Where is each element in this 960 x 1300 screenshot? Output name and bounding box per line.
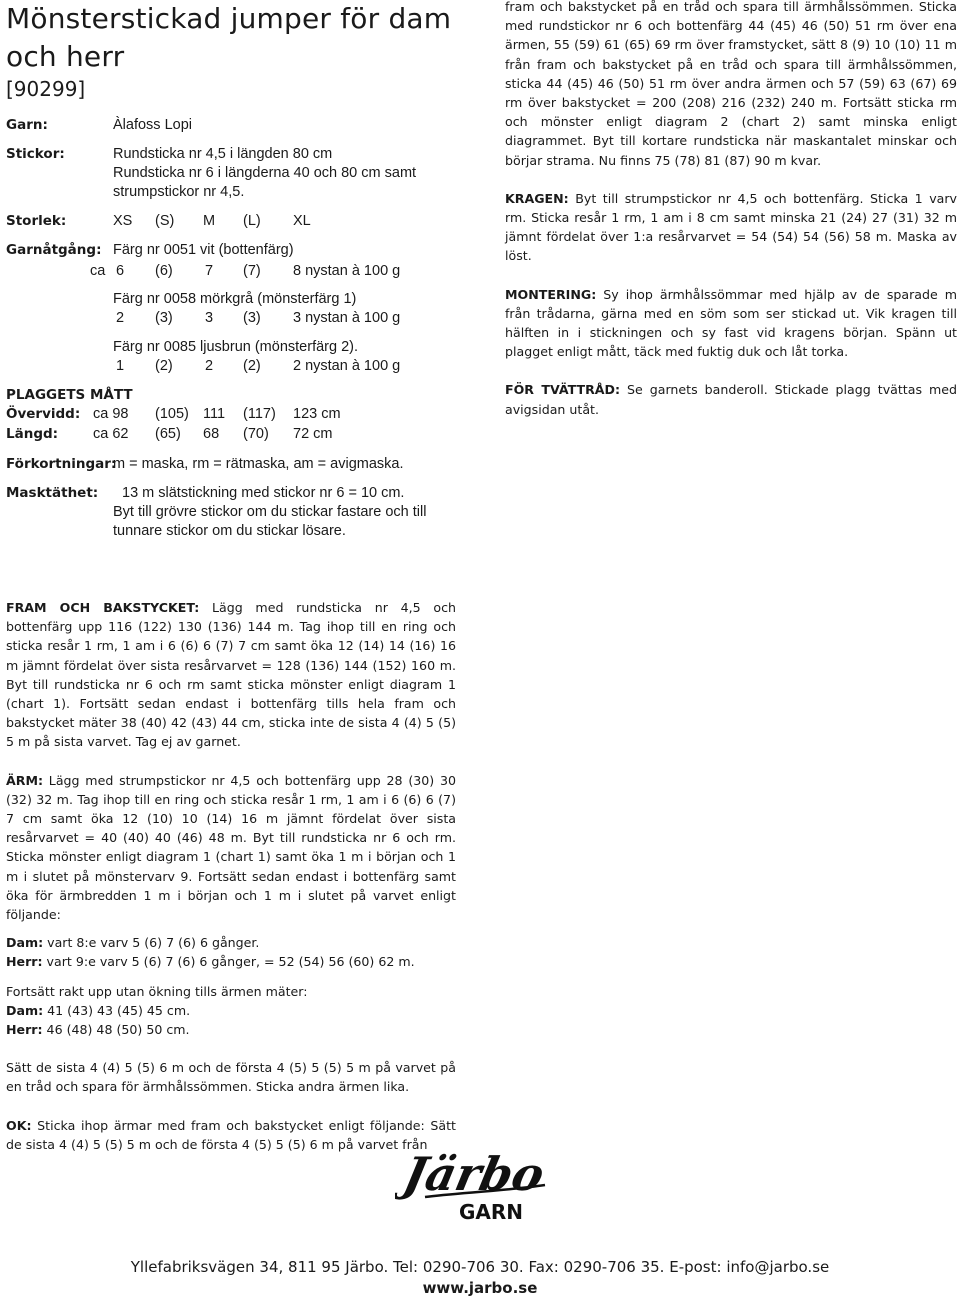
overvidd-m: 111 [203, 406, 226, 422]
overvidd-xs: ca 98 [93, 406, 129, 422]
logo-script: Järbo [398, 1146, 550, 1201]
amount-l: (2) [243, 358, 261, 374]
left-column [6, 598, 456, 1154]
size-s: (S) [155, 213, 175, 229]
text-dam: vart 8:e varv 5 (6) 7 (6) 6 gånger. [43, 935, 260, 951]
amount-xs: 1 [116, 358, 125, 374]
paragraph-tvattrad [505, 380, 957, 418]
paragraph-fram-bakstycket-cont: fram och bakstycket på en tråd och spara till ärmhålssömmen. Sticka med rundstickor nr 6 och bottenfärg 44 (45) 46 (50) 51 rm över ena ärmen, 55 (59) 61 (65) 69 rm över framstycket, sätt 8 (9) 10 (10) 11 m från fram och bakstycket på en tråd och spara till ärmhålssömmen, sticka 44 (45) 46 (50) 51 rm över andra ärmen och 57 (59) 63 (67) 69 rm över bakstycket = 200 (208) 216 (232) 240 m. Fortsätt sticka rm och mönster enligt diagram 2 (chart 2) samt minska enligt diagrammet. Byt till kortare rundsticka när maskantalet minskar och börjar strama. Nu finns 75 (78) 81 (87) 90 m kvar. [505, 0, 957, 168]
amount-xs: 2 [116, 310, 125, 326]
page-title-line-2: och herr [6, 40, 125, 73]
overvidd-xl: 123 cm [293, 406, 341, 422]
amount-s: (3) [155, 310, 173, 326]
right-column [505, 0, 957, 419]
jarbo-logo-mark [395, 1135, 555, 1225]
paragraph-arm [6, 771, 456, 925]
plaggets-matt-heading: PLAGGETS MÅTT [6, 387, 133, 403]
amount-xs: 6 [116, 263, 125, 279]
text-tvattrad: Se garnets banderoll. Stickade plagg tvättas med avigsidan utåt. [505, 382, 958, 417]
masktathet-line: tunnare stickor om du stickar lösare. [113, 523, 346, 539]
heading-tvattrad: FÖR TVÄTTRÅD: [505, 382, 621, 398]
heading-fram-bakstycket: FRAM OCH BAKSTYCKET: [6, 600, 200, 615]
text-ok: Sticka ihop ärmar med fram och bakstycket enligt följande: Sätt de sista 4 (4) 5 (5) 5 m och de första 4 (5) 5 (5) 6 m på varvet från [6, 1117, 456, 1152]
amount-m: 3 [205, 310, 214, 326]
langd-l: (70) [243, 426, 269, 442]
amount-s: (2) [155, 358, 173, 374]
text-herr: vart 9:e varv 5 (6) 7 (6) 6 gånger, = 52 (54) 56 (60) 62 m. [42, 954, 415, 970]
label-dam: Dam: [6, 1002, 44, 1018]
heading-kragen: KRAGEN: [505, 190, 569, 206]
text-arm: Lägg med strumpstickor nr 4,5 och bottenfärg upp 28 (30) 30 (32) 32 m. Tag ihop till en ring och sticka resår 1 rm, 1 am i 6 (6) 6 (7) 7 cm samt öka 12 (10) 10 (14) 16 m jämnt fördelat över sista resårvarvet = 40 (40) 40 (46) 48 m. Byt till rundsticka nr 6 och rm. Sticka mönster enligt diagram 1 (chart 1) samt öka 1 m i början och 1 m i slutet på mönstervarv 9. Fortsätt sedan endast i bottenfärg samt öka för ärmbredden 1 m i början och 1 m i slutet på varvet enligt följande: [6, 772, 456, 923]
heading-montering: MONTERING: [505, 286, 597, 302]
amount-xl: 8 nystan à 100 g [293, 263, 401, 279]
langd-xs: ca 62 [93, 426, 129, 442]
paragraph-dam [6, 933, 456, 952]
amount-l: (3) [243, 310, 261, 326]
color-name: Färg nr 0085 ljusbrun (mönsterfärg 2). [113, 339, 358, 355]
paragraph-rakt: Fortsätt rakt upp utan ökning tills ärmen mäter: [6, 983, 308, 999]
overvidd-l: (117) [243, 406, 276, 422]
title-block [6, 0, 451, 102]
jarbo-logo [395, 1135, 555, 1225]
paragraph-dam-2 [6, 1001, 456, 1020]
langd-label: Längd: [6, 426, 59, 442]
size-m: M [203, 213, 216, 229]
amount-prefix: ca [90, 263, 106, 279]
masktathet-line: Byt till grövre stickor om du stickar fastare och till [113, 504, 427, 520]
garn-label: Garn: [6, 117, 48, 133]
paragraph-satt: Sätt de sista 4 (4) 5 (5) 6 m och de första 4 (5) 5 (5) 5 m på varvet på en tråd och spara för ärmhålssömmen. Sticka andra ärmen lika. [6, 1060, 456, 1095]
stickor-line: Rundsticka nr 4,5 i längden 80 cm [113, 146, 333, 162]
stickor-line: Rundsticka nr 6 i längderna 40 och 80 cm samt [113, 165, 417, 181]
color-name: Färg nr 0051 vit (bottenfärg) [113, 242, 294, 258]
text-fram-bakstycket: Lägg med rundsticka nr 4,5 och bottenfärg upp 116 (122) 130 (136) 144 m. Tag ihop till en ring och sticka resår 1 rm, 1 am i 6 (6) 6 (7) 7 cm samt öka 12 (14) 14 (16) 16 m jämnt fördelat över sista resårvarvet = 128 (136) 144 (152) 160 m. Byt till rundsticka nr 6 och rm samt sticka mönster enligt diagram 1 (chart 1). Fortsätt sedan endast i bottenfärg tills hela fram och bakstycket mäter 38 (40) 42 (43) 44 cm, sticka inte de sista 4 (4) 5 (5) 5 m på sista varvet. Tag ej av garnet. [6, 600, 456, 750]
langd-s: (65) [155, 426, 181, 442]
paragraph-fram-bakstycket [6, 598, 456, 752]
amount-s: (6) [155, 263, 173, 279]
footer-website[interactable]: www.jarbo.se [422, 1279, 538, 1297]
size-xs: XS [113, 213, 133, 229]
label-dam: Dam: [6, 935, 44, 951]
paragraph-ok [6, 1116, 456, 1154]
langd-xl: 72 cm [293, 426, 333, 442]
paragraph-herr [6, 952, 456, 971]
garnatgang-label: Garnåtgång: [6, 242, 102, 258]
size-l: (L) [243, 213, 261, 229]
amount-xl: 3 nystan à 100 g [293, 310, 401, 326]
forkortningar-value: m = maska, rm = rätmaska, am = avigmaska. [113, 456, 404, 472]
color-name: Färg nr 0058 mörkgrå (mönsterfärg 1) [113, 291, 357, 307]
size-xl: XL [293, 213, 311, 229]
paragraph-kragen [505, 189, 957, 266]
masktathet-line: 13 m slätstickning med stickor nr 6 = 10 cm. [122, 485, 405, 501]
text-kragen: Byt till strumpstickor nr 4,5 och bottenfärg. Sticka 1 varv rm. Sticka resår 1 rm, 1 am i 8 cm samt minska 21 (24) 27 (31) 32 m jämnt fördelat över 1:a resårvarvet = 54 (54) 54 (56) 58 m. Maska av löst. [505, 190, 957, 264]
storlek-label: Storlek: [6, 213, 67, 229]
stickor-line: strumpstickor nr 4,5. [113, 184, 245, 200]
text-dam-2: 41 (43) 43 (45) 45 cm. [43, 1002, 191, 1018]
amount-m: 7 [205, 263, 214, 279]
text-herr-2: 46 (48) 48 (50) 50 cm. [42, 1022, 190, 1038]
page-title-line-1: Mönsterstickad jumper för dam [6, 2, 452, 35]
amount-xl: 2 nystan à 100 g [293, 358, 401, 374]
garn-value: Àlafoss Lopi [113, 117, 192, 133]
label-herr: Herr: [6, 1022, 43, 1038]
logo-word: GARN [459, 1200, 524, 1224]
pattern-id: [90299] [6, 77, 86, 101]
heading-ok: OK: [6, 1117, 32, 1133]
stickor-label: Stickor: [6, 146, 65, 162]
overvidd-label: Övervidd: [6, 406, 81, 422]
label-herr: Herr: [6, 954, 43, 970]
amount-l: (7) [243, 263, 261, 279]
forkortningar-label: Förkortningar: [6, 456, 117, 472]
langd-m: 68 [203, 426, 220, 442]
overvidd-s: (105) [155, 406, 189, 422]
masktathet-label: Masktäthet: [6, 485, 99, 501]
paragraph-herr-2 [6, 1020, 456, 1039]
text-montering: Sy ihop ärmhålssömmar med hjälp av de sparade m från trådarna, gärna med en söm som ser stickad ut. Vik kragen till hälften in i stickningen och sy fast vid kragens början. Spänn ut plagget enligt mått, täck med fuktig duk och låt torka. [505, 286, 957, 360]
footer-address: Yllefabriksvägen 34, 811 95 Järbo. Tel: 0290-706 30. Fax: 0290-706 35. E-post: info@jarbo.se [130, 1258, 830, 1276]
paragraph-montering [505, 285, 957, 362]
heading-arm: ÄRM: [6, 772, 44, 788]
amount-m: 2 [205, 358, 214, 374]
